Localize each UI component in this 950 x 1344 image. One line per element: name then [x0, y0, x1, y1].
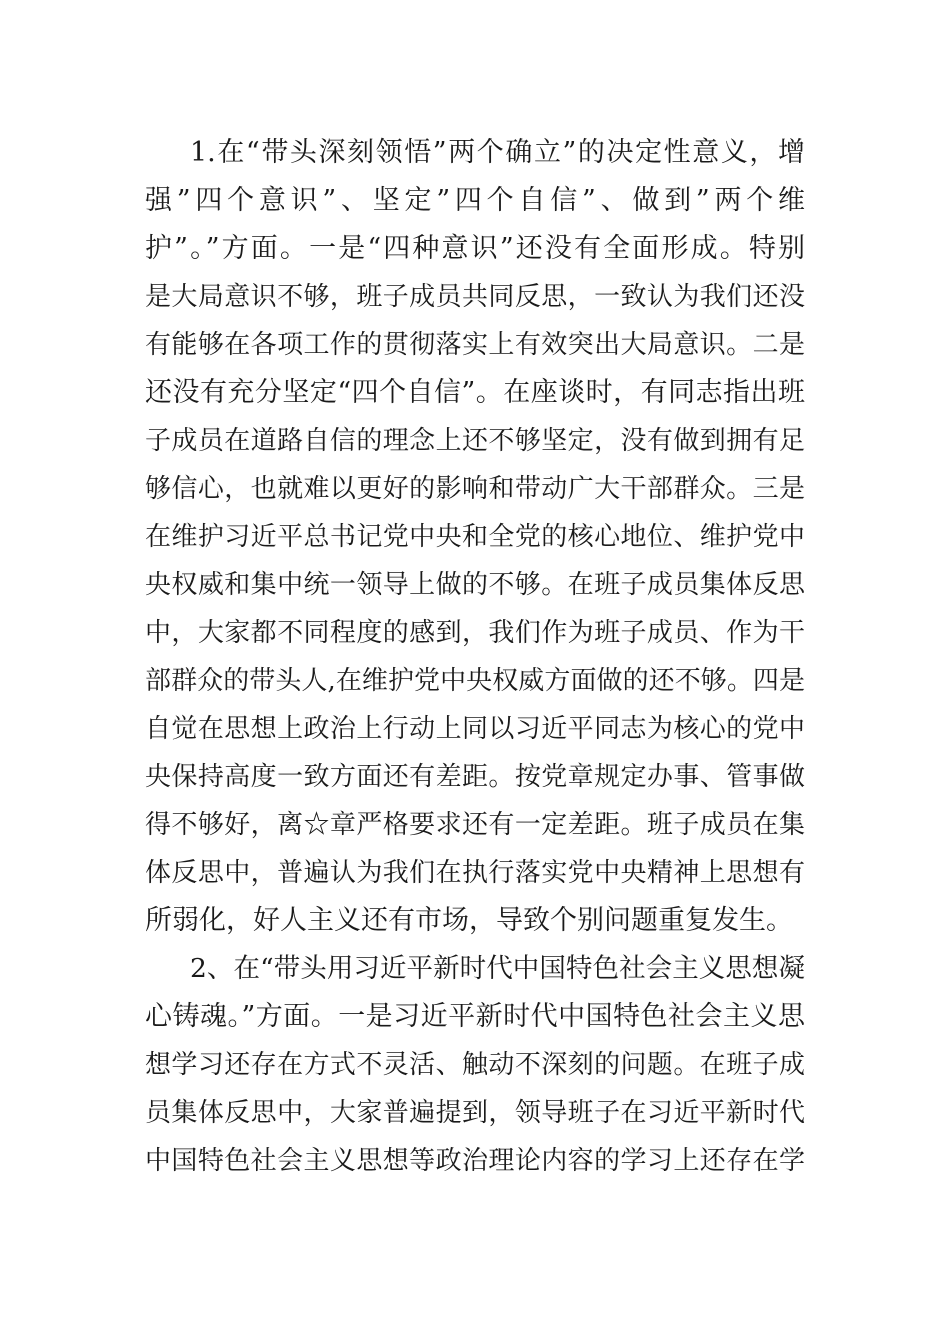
paragraph-2-line-1: 2、在“带头用习近平新时代中国特色社会主义思想凝: [190, 953, 805, 984]
paragraph-1-line-1: 1.在“带头深刻领悟”两个确立”的决定性意义，增: [190, 137, 805, 168]
paragraph-1-line-12: 部群众的带头人,在维护党中央权威方面做的还不够。四是: [145, 666, 805, 696]
paragraph-1-line-6: 还没有充分坚定“四个自信”。在座谈时，有同志指出班: [145, 377, 805, 408]
paragraph-1-line-16: 体反思中，普遍认为我们在执行落实党中央精神上思想有: [145, 858, 805, 888]
paragraph-1-line-3: 护”。”方面。一是“四种意识”还没有全面形成。特别: [145, 233, 805, 264]
paragraph-1-line-4: 是大局意识不够，班子成员共同反思，一致认为我们还没: [145, 282, 805, 312]
paragraph-1-line-5: 有能够在各项工作的贯彻落实上有效突出大局意识。二是: [145, 330, 805, 360]
paragraph-2-line-5: 中国特色社会主义思想等政治理论内容的学习上还存在学: [145, 1146, 805, 1176]
paragraph-2-line-3: 想学习还存在方式不灵活、触动不深刻的问题。在班子成: [145, 1050, 805, 1080]
paragraph-1-line-2: 强”四个意识”、坚定”四个自信”、做到”两个维: [145, 185, 805, 216]
paragraph-1-line-14: 央保持高度一致方面还有差距。按党章规定办事、管事做: [145, 762, 805, 792]
paragraph-2-line-4: 员集体反思中，大家普遍提到，领导班子在习近平新时代: [145, 1098, 805, 1128]
paragraph-1-line-7: 子成员在道路自信的理念上还不够坚定，没有做到拥有足: [145, 426, 805, 456]
paragraph-1-line-15: 得不够好，离☆章严格要求还有一定差距。班子成员在集: [145, 810, 805, 840]
paragraph-1-line-10: 央权威和集中统一领导上做的不够。在班子成员集体反思: [145, 570, 805, 600]
paragraph-1-line-9: 在维护习近平总书记党中央和全党的核心地位、维护党中: [145, 522, 805, 552]
paragraph-2-line-2: 心铸魂。”方面。一是习近平新时代中国特色社会主义思: [145, 1001, 805, 1032]
paragraph-1-line-11: 中，大家都不同程度的感到，我们作为班子成员、作为干: [145, 618, 805, 648]
paragraph-1-line-17: 所弱化，好人主义还有市场，导致个别问题重复发生。: [145, 905, 793, 936]
paragraph-1-line-8: 够信心，也就难以更好的影响和带动广大干部群众。三是: [145, 474, 805, 504]
paragraph-1-line-13: 自觉在思想上政治上行动上同以习近平同志为核心的党中: [145, 714, 805, 744]
